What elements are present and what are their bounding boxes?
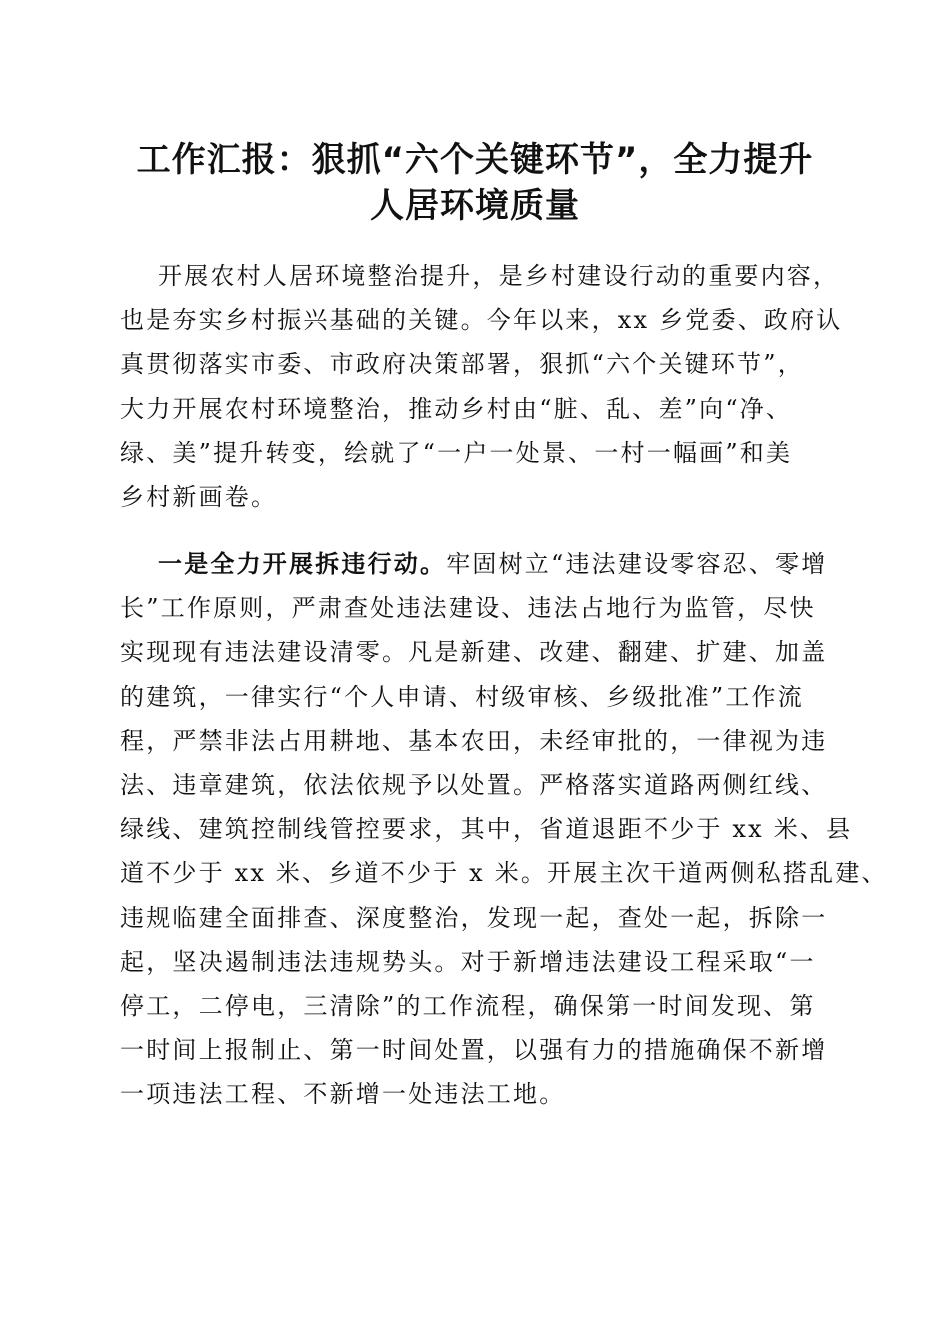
paragraph-line: 实现现有违法建设清零。凡是新建、改建、翻建、扩建、加盖 — [120, 638, 828, 667]
paragraph-line: 起，坚决遏制违法违规势头。对于新增违法建设工程采取“一 — [120, 947, 816, 976]
paragraph-first-line — [120, 542, 845, 586]
paragraph-demolition — [120, 542, 888, 1116]
paragraph-line: 法、违章建筑，依法依规予以处置。严格落实道路两侧红线、 — [120, 770, 828, 799]
paragraph-lead-heading: 一是全力开展拆违行动。 — [158, 549, 447, 578]
paragraph-line: 大力开展农村环境整治，推动乡村由“脏、乱、差”向“净、 — [120, 394, 793, 423]
document-title-line-2: 人居环境质量 — [370, 186, 580, 226]
paragraph-line: 绿线、建筑控制线管控要求，其中，省道退距不少于 xx 米、县 — [120, 815, 853, 844]
paragraph-line: 停工，二停电，三清除”的工作流程，确保第一时间发现、第 — [120, 991, 816, 1020]
paragraph-line: 绿、美”提升转变，绘就了“一户一处景、一村一幅画”和美 — [120, 438, 793, 467]
paragraph-line: 开展农村人居环境整治提升，是乡村建设行动的重要内容， — [158, 262, 840, 290]
paragraph-line: 一项违法工程、不新增一处违法工地。 — [120, 1080, 566, 1109]
paragraph-line-rest: 牢固树立“违法建设零容忍、零增 — [446, 550, 828, 578]
document-title-line-1: 工作汇报：狠抓“六个关键环节”，全力提升 — [136, 140, 814, 180]
paragraph-line: 违规临建全面排查、深度整治，发现一起，查处一起，拆除一 — [120, 903, 828, 932]
paragraph-line: 真贯彻落实市委、市政府决策部署，狠抓“六个关键环节”， — [120, 350, 804, 379]
paragraph-line: 长”工作原则，严肃查处违法建设、违法占地行为监管，尽快 — [120, 594, 816, 623]
paragraph-line: 也是夯实乡村振兴基础的关键。今年以来，xx 乡党委、政府认 — [120, 306, 843, 335]
paragraph-line: 道不少于 xx 米、乡道不少于 x 米。开展主次干道两侧私搭乱建、 — [120, 859, 888, 888]
paragraph-line: 一时间上报制止、第一时间处置，以强有力的措施确保不新增 — [120, 1036, 828, 1065]
paragraph-line: 程，严禁非法占用耕地、基本农田，未经审批的，一律视为违 — [120, 726, 828, 755]
paragraph-line: 的建筑，一律实行“个人申请、村级审核、乡级批准”工作流 — [120, 682, 804, 711]
paragraph-line: 乡村新画卷。 — [120, 482, 278, 511]
paragraph-intro — [120, 254, 845, 519]
